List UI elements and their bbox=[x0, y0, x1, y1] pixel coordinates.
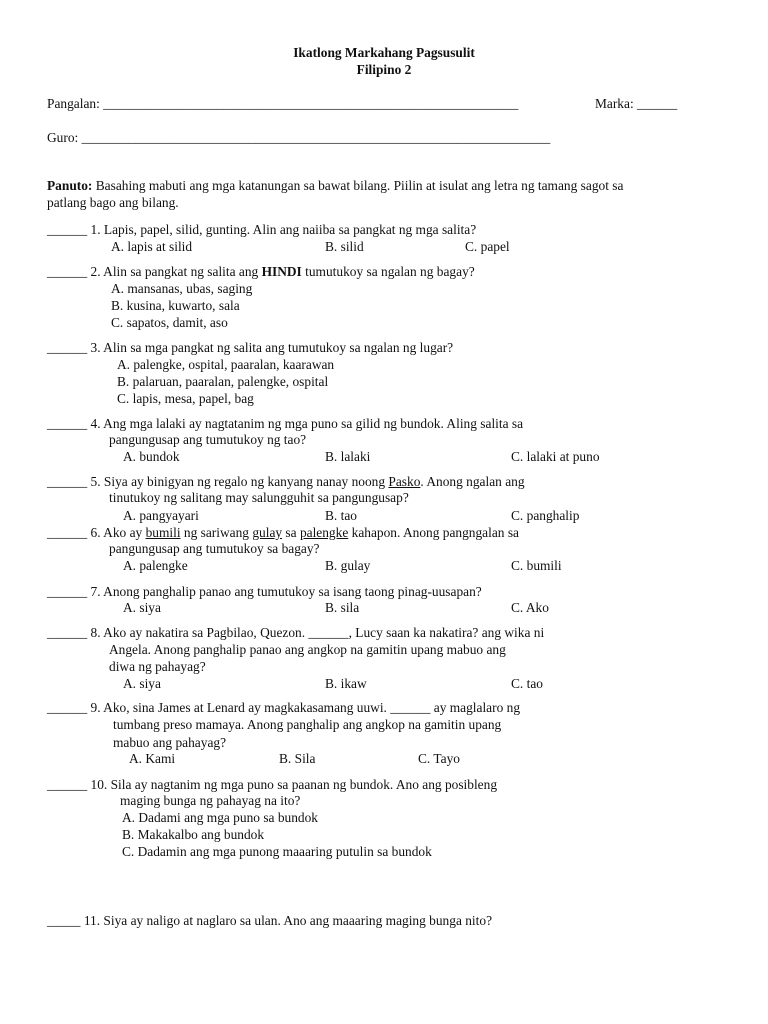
q3-choice-c: C. lapis, mesa, papel, bag bbox=[117, 391, 254, 406]
q5-choice-b: B. tao bbox=[325, 508, 357, 523]
q3-choice-a: A. palengke, ospital, paaralan, kaarawan bbox=[117, 357, 335, 372]
q2-emphasis: HINDI bbox=[261, 264, 302, 279]
instructions-line1 bbox=[47, 178, 623, 194]
q2-choice-c: C. sapatos, damit, aso bbox=[111, 315, 228, 330]
q8-choice-c: C. tao bbox=[511, 676, 543, 691]
name-field: Pangalan: ______________________________________________________________ bbox=[47, 96, 519, 111]
q5-choice-c: C. panghalip bbox=[511, 508, 580, 523]
q6-text-2: ng sariwang bbox=[180, 525, 253, 540]
question-9-line3: mabuo ang pahayag? bbox=[113, 735, 227, 750]
q4-choice-b: B. lalaki bbox=[325, 449, 371, 464]
teacher-field: Guro: ______________________________________________________________________ bbox=[47, 130, 551, 145]
score-field: Marka: ______ bbox=[595, 96, 678, 111]
q7-choice-a: A. siya bbox=[123, 600, 161, 615]
question-4: ______ 4. Ang mga lalaki ay nagtatanim ng mga puno sa gilid ng bundok. Aling salita sa bbox=[47, 416, 524, 431]
q7-choice-c: C. Ako bbox=[511, 600, 549, 615]
q5-stem-pre: ______ 5. Siya ay binigyan ng regalo ng kanyang nanay noong bbox=[47, 474, 389, 489]
q7-choice-b: B. sila bbox=[325, 600, 360, 615]
question-10: ______ 10. Sila ay nagtanim ng mga puno sa paanan ng bundok. Ano ang posibleng bbox=[47, 777, 498, 792]
question-6 bbox=[47, 525, 519, 541]
q2-stem-pre: ______ 2. Alin sa pangkat ng salita ang bbox=[47, 264, 262, 279]
q1-choice-a: A. lapis at silid bbox=[111, 239, 193, 254]
q9-choice-a: A. Kami bbox=[129, 751, 176, 766]
q10-choice-b: B. Makakalbo ang bundok bbox=[122, 827, 265, 842]
q1-choice-b: B. silid bbox=[325, 239, 364, 254]
q6-underlined-1: bumili bbox=[145, 525, 181, 540]
q6-underlined-2: gulay bbox=[252, 525, 283, 540]
instructions-label: Panuto: bbox=[47, 178, 93, 193]
q6-text-3: sa bbox=[282, 525, 300, 540]
q10-choice-a: A. Dadami ang mga puno sa bundok bbox=[122, 810, 318, 825]
question-2 bbox=[47, 264, 475, 280]
q6-underlined-3: palengke bbox=[299, 525, 349, 540]
q6-choice-c: C. bumili bbox=[511, 558, 562, 573]
question-8: ______ 8. Ako ay nakatira sa Pagbilao, Quezon. ______, Lucy saan ka nakatira? ang wika ni bbox=[47, 625, 545, 640]
question-4-line2: pangungusap ang tumutukoy ng tao? bbox=[109, 432, 307, 447]
q9-choice-c: C. Tayo bbox=[418, 751, 460, 766]
instructions-text: Basahing mabuti ang mga katanungan sa bawat bilang. Piilin at isulat ang letra ng tamang sagot sa bbox=[92, 178, 624, 193]
question-8-line2: Angela. Anong panghalip panao ang angkop na gamitin upang mabuo ang bbox=[109, 642, 506, 657]
q6-choice-b: B. gulay bbox=[325, 558, 371, 573]
question-9: ______ 9. Ako, sina James at Lenard ay magkakasamang uuwi. ______ ay maglalaro ng bbox=[47, 700, 521, 715]
q6-choice-a: A. palengke bbox=[123, 558, 188, 573]
question-6-line2: pangungusap ang tumutukoy sa bagay? bbox=[109, 541, 320, 556]
question-5-line2: tinutukoy ng salitang may salungguhit sa pangungusap? bbox=[109, 490, 409, 505]
question-11: _____ 11. Siya ay naligo at naglaro sa ulan. Ano ang maaaring maging bunga nito? bbox=[47, 913, 493, 928]
q1-choice-c: C. papel bbox=[465, 239, 510, 254]
q2-choice-b: B. kusina, kuwarto, sala bbox=[111, 298, 240, 313]
q5-choice-a: A. pangyayari bbox=[123, 508, 199, 523]
question-1: ______ 1. Lapis, papel, silid, gunting. Alin ang naiiba sa pangkat ng mga salita? bbox=[47, 222, 477, 237]
q8-choice-a: A. siya bbox=[123, 676, 161, 691]
q2-choice-a: A. mansanas, ubas, saging bbox=[111, 281, 253, 296]
q4-choice-a: A. bundok bbox=[123, 449, 180, 464]
question-8-line3: diwa ng pahayag? bbox=[109, 659, 206, 674]
q10-choice-c: C. Dadamin ang mga punong maaaring putulin sa bundok bbox=[122, 844, 432, 859]
q6-text-1: ______ 6. Ako ay bbox=[47, 525, 146, 540]
question-7: ______ 7. Anong panghalip panao ang tumutukoy sa isang taong pinag-uusapan? bbox=[47, 584, 482, 599]
q6-text-4: kahapon. Anong pangngalan sa bbox=[348, 525, 519, 540]
question-10-line2: maging bunga ng pahayag na ito? bbox=[120, 793, 301, 808]
question-5 bbox=[47, 474, 525, 490]
q2-stem-post: tumutukoy sa ngalan ng bagay? bbox=[301, 264, 475, 279]
q5-underlined-word: Pasko bbox=[388, 474, 421, 489]
q8-choice-b: B. ikaw bbox=[325, 676, 367, 691]
exam-subject: Filipino 2 bbox=[356, 62, 412, 77]
q4-choice-c: C. lalaki at puno bbox=[511, 449, 600, 464]
question-3: ______ 3. Alin sa mga pangkat ng salita ang tumutukoy sa ngalan ng lugar? bbox=[47, 340, 454, 355]
q5-stem-post: . Anong ngalan ang bbox=[420, 474, 525, 489]
exam-title: Ikatlong Markahang Pagsusulit bbox=[293, 45, 475, 60]
question-9-line2: tumbang preso mamaya. Anong panghalip ang angkop na gamitin upang bbox=[113, 717, 502, 732]
q9-choice-b: B. Sila bbox=[279, 751, 316, 766]
q3-choice-b: B. palaruan, paaralan, palengke, ospital bbox=[117, 374, 329, 389]
instructions-line2: patlang bago ang bilang. bbox=[47, 195, 179, 210]
